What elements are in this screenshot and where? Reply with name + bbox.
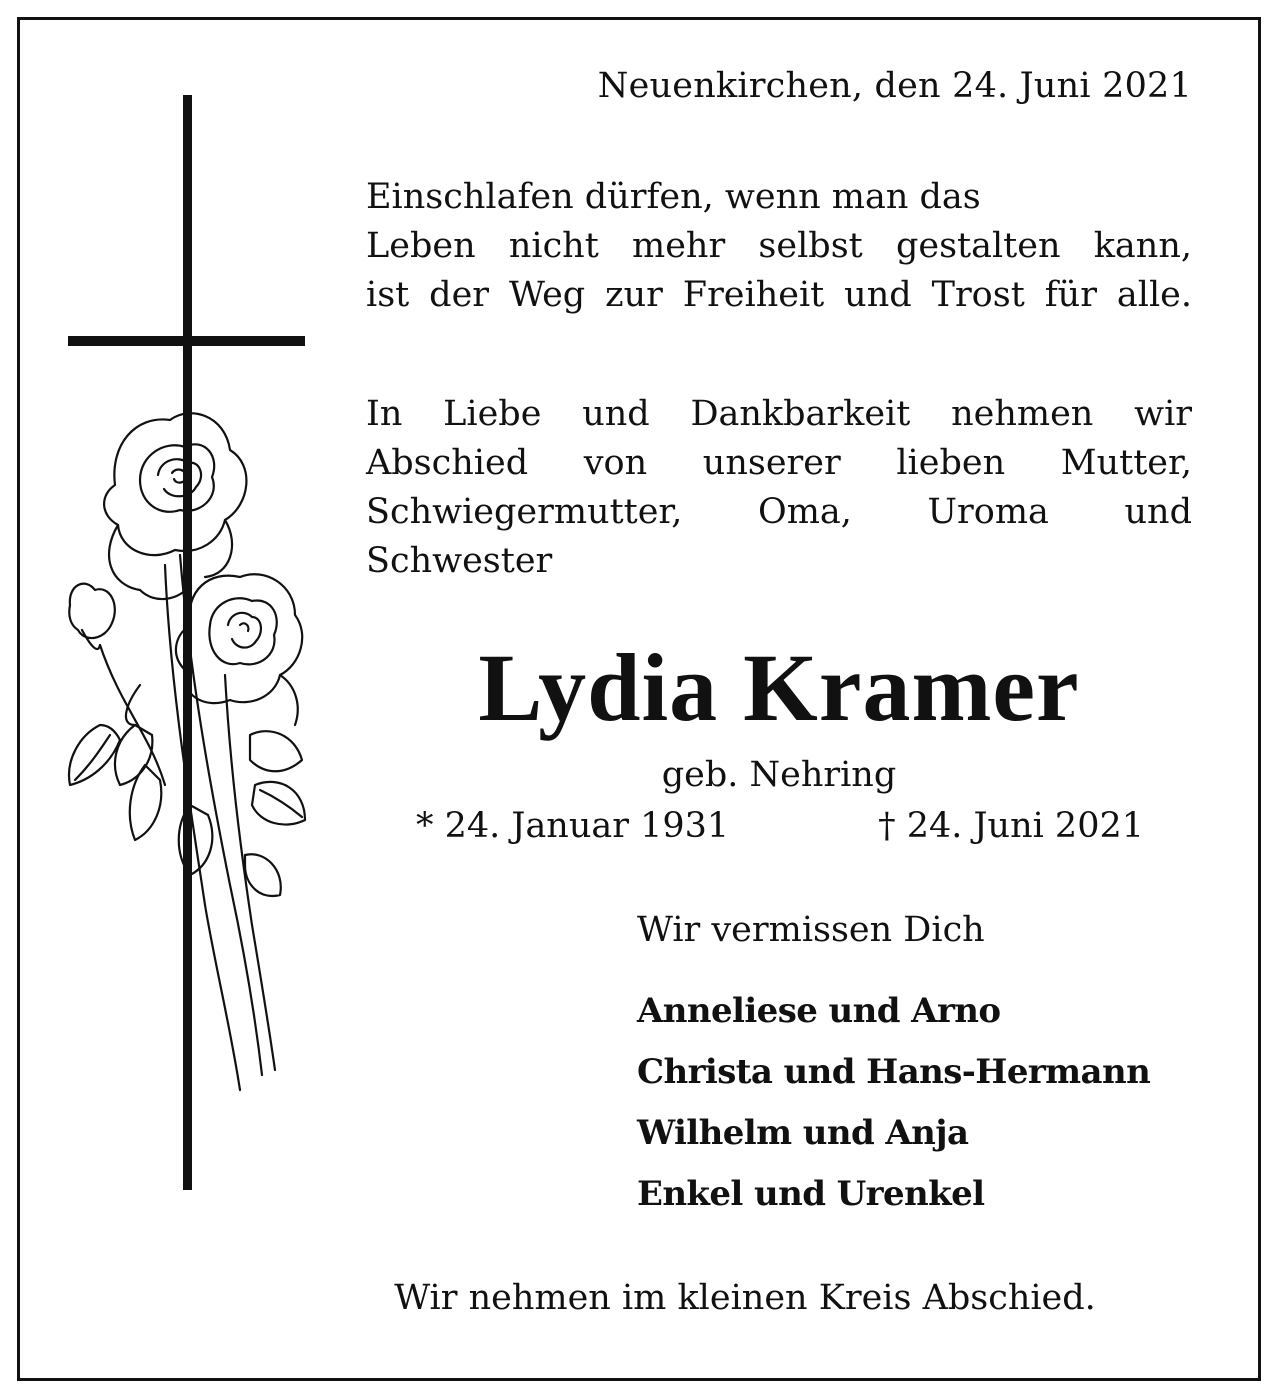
intro-text — [366, 390, 1192, 586]
family-entry: Christa und Hans-Hermann — [637, 1052, 1151, 1092]
deceased-name: Lydia Kramer — [478, 634, 1080, 741]
family-signatories — [637, 981, 1150, 1225]
intro-line: Schwester — [366, 541, 553, 581]
maiden-name: geb. Nehring — [661, 755, 897, 795]
death-date: † 24. Juni 2021 — [878, 806, 1144, 846]
place-date: Neuenkirchen, den 24. Juni 2021 — [597, 66, 1192, 106]
quote-line: Einschlafen dürfen, wenn man das — [366, 177, 981, 217]
cross-with-roses-illustration — [40, 85, 340, 1205]
quote — [366, 173, 1192, 320]
closing-line: Wir nehmen im kleinen Kreis Abschied. — [394, 1278, 1096, 1318]
family-entry: Enkel und Urenkel — [637, 1174, 985, 1214]
intro-line: Abschied von unserer lieben Mutter, — [366, 443, 1192, 483]
intro-line: Schwiegermutter, Oma, Uroma und — [366, 492, 1192, 532]
family-entry: Anneliese und Arno — [637, 991, 1001, 1031]
family-entry: Wilhelm und Anja — [637, 1113, 969, 1153]
quote-line: Leben nicht mehr selbst gestalten kann, — [366, 226, 1192, 266]
birth-date: * 24. Januar 1931 — [416, 806, 730, 846]
quote-line: ist der Weg zur Freiheit und Trost für alle. — [366, 275, 1192, 315]
miss-line: Wir vermissen Dich — [637, 910, 985, 950]
intro-line: In Liebe und Dankbarkeit nehmen wir — [366, 394, 1192, 434]
